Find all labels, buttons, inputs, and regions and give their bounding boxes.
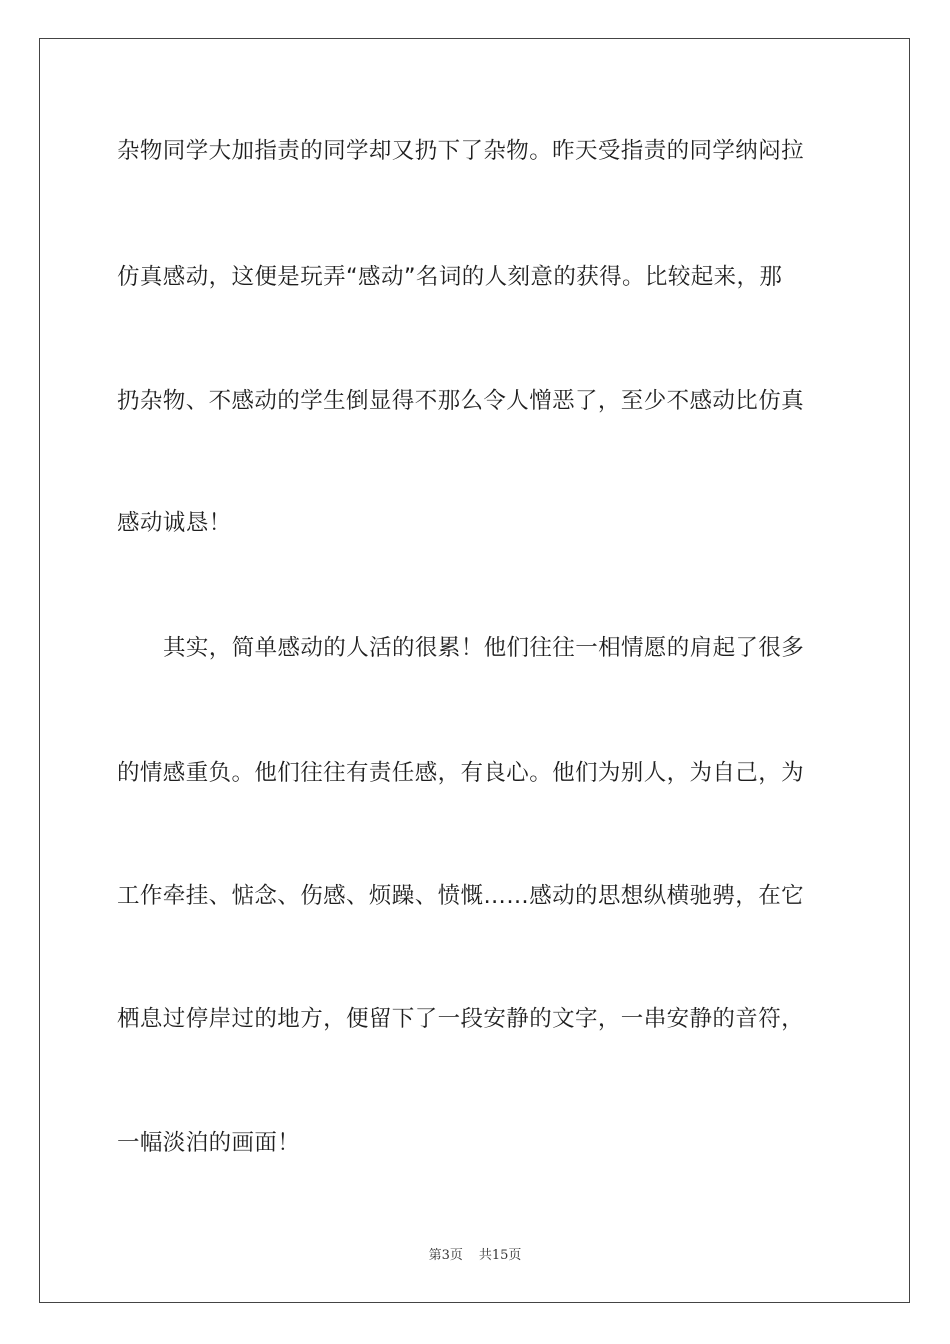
text-line: 杂物同学大加指责的同学却又扔下了杂物。昨天受指责的同学纳闷拉 [117,138,805,164]
page-footer [0,1248,950,1264]
text-line: 一幅淡泊的画面！ [117,1130,301,1156]
text-line: 的情感重负。他们往往有责任感，有良心。他们为别人，为自己，为 [117,760,805,786]
text-line: 扔杂物、不感动的学生倒显得不那么令人憎恶了，至少不感动比仿真 [117,388,805,414]
text-line: 其实，简单感动的人活的很累！他们往往一相情愿的肩起了很多 [163,635,805,661]
text-line: 工作牵挂、惦念、伤感、烦躁、愤慨……感动的思想纵横驰骋，在它 [117,883,805,909]
text-line: 感动诚恳！ [117,510,232,536]
page-total: 共15页 [478,1248,522,1263]
text-line: 仿真感动，这便是玩弄“感动”名词的人刻意的获得。比较起来，那 [117,264,783,290]
text-line: 栖息过停岸过的地方，便留下了一段安静的文字，一串安静的音符， [117,1006,805,1032]
page-number: 第3页 [428,1248,463,1263]
page-border [39,38,910,1303]
